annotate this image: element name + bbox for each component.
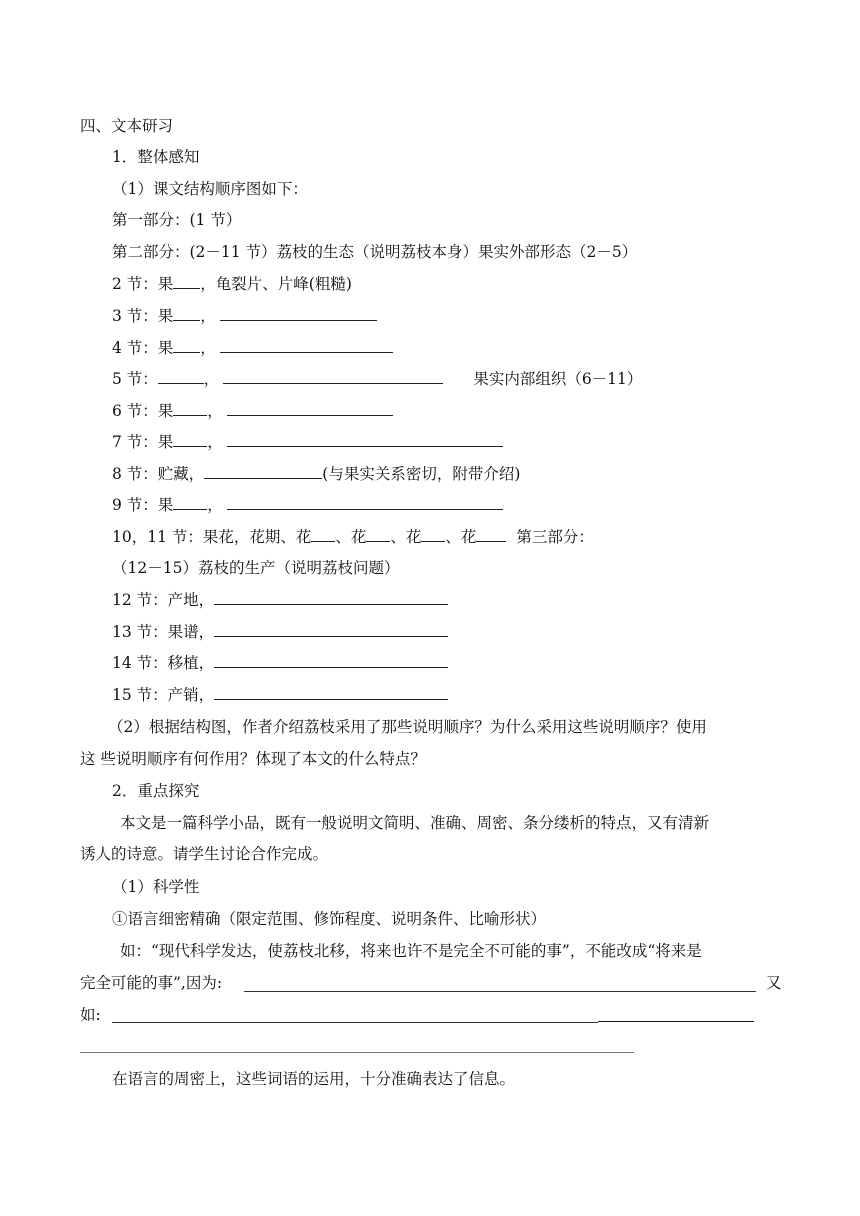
answer-blank[interactable] (214, 620, 448, 637)
line-section-2: 2 节：果 ，龟裂片、片峰(粗糙) (112, 272, 352, 295)
answer-line[interactable] (80, 1052, 634, 1053)
answer-blank[interactable] (227, 399, 393, 416)
answer-blank[interactable] (220, 336, 393, 353)
line-section-14: 14 节：移植， (112, 651, 448, 674)
answer-blank[interactable] (173, 493, 207, 510)
line-section-3: 3 节：果 ， (112, 304, 377, 327)
answer-blank[interactable] (223, 367, 443, 384)
part-three: （12－15）荔枝的生产（说明荔枝问题） (112, 559, 400, 577)
paragraph-line2: 诱人的诗意。请学生讨论合作完成。 (80, 845, 329, 863)
scientific-heading: （1）科学性 (112, 878, 200, 896)
paragraph-line1: 本文是一篇科学小品，既有一般说明文简明、准确、周密、条分缕析的特点，又有清新 (120, 814, 710, 832)
example-line2: 完全可能的事”,因为: (80, 974, 223, 992)
answer-blank[interactable] (173, 336, 200, 353)
line-section-10-11: 10，11 节：果花，花期、花 、花 、花 、花 第三部分： (112, 525, 594, 548)
question-2-line2: 这 些说明顺序有何作用？体现了本文的什么特点？ (80, 750, 426, 768)
line-section-15: 15 节：产销， (112, 683, 448, 706)
part-two: 第二部分：(2－11 节）荔枝的生态（说明荔枝本身）果实外部形态（2－5） (112, 243, 638, 261)
example-line1: 如：“现代科学发达，使荔枝北移，将来也许不是完全不可能的事”，不能改成“将来是 (120, 942, 702, 960)
example-line3: 如: (80, 1006, 101, 1024)
scientific-point-1: ①语言细密精确（限定范围、修饰程度、说明条件、比喻形状） (112, 910, 547, 928)
part-one: 第一部分：(1 节） (112, 211, 242, 229)
line-section-5: 5 节： ， 果实内部组织（6－11） (112, 367, 642, 390)
answer-blank[interactable] (214, 588, 448, 605)
line-section-8: 8 节：贮藏， (与果实关系密切，附带介绍) (112, 462, 520, 485)
answer-line[interactable] (598, 1021, 754, 1022)
line-section-13: 13 节：果谱， (112, 620, 448, 643)
answer-blank[interactable] (476, 525, 506, 542)
answer-line[interactable] (244, 991, 756, 992)
answer-blank[interactable] (214, 683, 448, 700)
answer-blank[interactable] (173, 272, 200, 289)
section-heading: 四、文本研习 (80, 117, 174, 135)
answer-blank[interactable] (158, 367, 204, 384)
answer-blank[interactable] (220, 304, 377, 321)
answer-blank[interactable] (366, 525, 390, 542)
structure-intro: （1）课文结构顺序图如下： (112, 180, 308, 198)
subheading-overall: 1．整体感知 (112, 148, 200, 166)
answer-blank[interactable] (227, 493, 503, 510)
line-section-9: 9 节：果 ， (112, 493, 503, 516)
answer-blank[interactable] (421, 525, 445, 542)
answer-line[interactable] (112, 1022, 598, 1023)
conclusion-line: 在语言的周密上，这些词语的运用，十分准确表达了信息。 (112, 1070, 516, 1088)
answer-blank[interactable] (173, 399, 207, 416)
subheading-key-inquiry: 2．重点探究 (112, 782, 200, 800)
answer-blank[interactable] (214, 651, 448, 668)
question-2-line1: （2）根据结构图，作者介绍荔枝采用了那些说明顺序？为什么采用这些说明顺序？使用 (108, 718, 707, 736)
answer-blank[interactable] (173, 304, 200, 321)
answer-blank[interactable] (227, 430, 503, 447)
line-section-7: 7 节：果 ， (112, 430, 503, 453)
line-section-4: 4 节：果 ， (112, 336, 393, 359)
line-section-12: 12 节：产地， (112, 588, 448, 611)
answer-blank[interactable] (173, 430, 207, 447)
example-line2-end: 又 (766, 974, 782, 992)
answer-blank[interactable] (311, 525, 335, 542)
line-section-6: 6 节：果 ， (112, 399, 393, 422)
answer-blank[interactable] (204, 462, 322, 479)
